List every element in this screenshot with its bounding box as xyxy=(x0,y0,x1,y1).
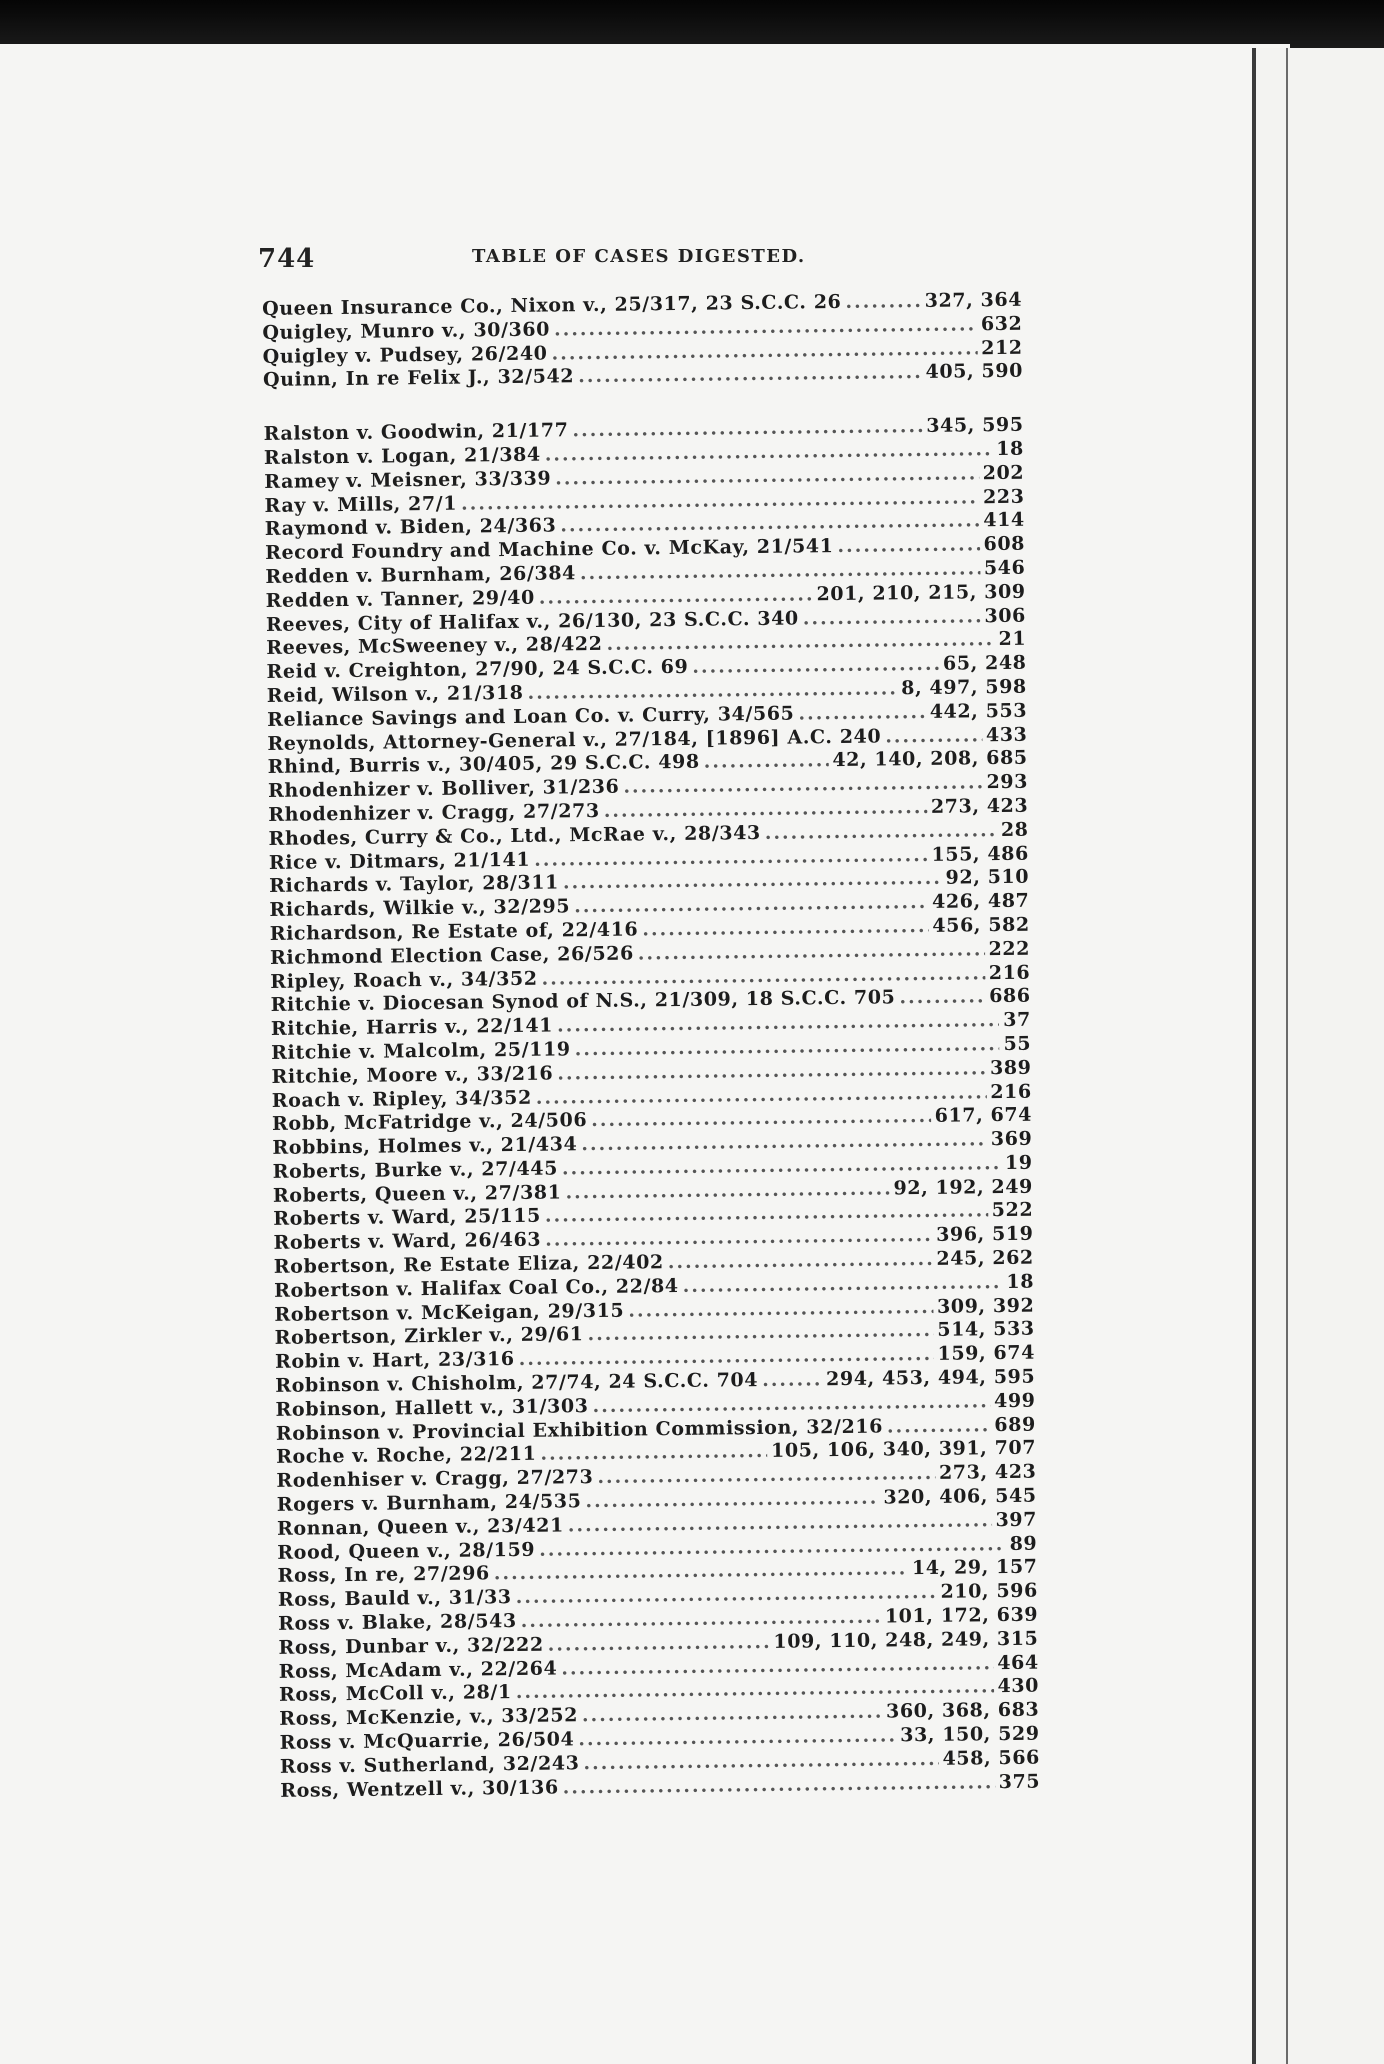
page-references: 18 xyxy=(996,437,1025,461)
case-name: Robertson v. Halifax Coal Co., 22/84 xyxy=(273,1274,679,1302)
case-name: Ritchie, Harris v., 22/141 xyxy=(270,1014,554,1041)
page-references: 222 xyxy=(988,937,1031,960)
dot-leader xyxy=(540,1440,767,1465)
dot-leader xyxy=(581,1128,987,1155)
page-references: 426, 487 xyxy=(931,889,1030,913)
case-name: Roberts, Queen v., 27/381 xyxy=(272,1181,562,1207)
case-name: Robbins, Holmes v., 21/434 xyxy=(272,1133,578,1160)
case-name: Rhodes, Curry & Co., Ltd., McRae v., 28/343 xyxy=(268,821,761,850)
case-name: Robinson v. Provincial Exhibition Commission, 32/216 xyxy=(275,1415,884,1445)
dot-leader xyxy=(580,557,980,584)
page-references: 608 xyxy=(983,532,1026,556)
page-references: 689 xyxy=(994,1413,1036,1436)
page-references: 18 xyxy=(1006,1270,1035,1293)
case-name: Ross, McKenzie, v., 33/252 xyxy=(279,1704,579,1731)
page-references: 21 xyxy=(998,628,1027,651)
page-references: 89 xyxy=(1009,1532,1038,1555)
case-name: Ross v. Sutherland, 32/243 xyxy=(279,1752,580,1778)
dot-leader xyxy=(587,1319,933,1345)
case-name: Ross, In re, 27/296 xyxy=(277,1562,490,1588)
case-name: Ritchie v. Diocesan Synod of N.S., 21/309, 18 S.C.C. 705 xyxy=(270,986,896,1017)
page-references: 327, 364 xyxy=(924,288,1023,312)
case-name: Robertson v. McKeigan, 29/315 xyxy=(274,1299,625,1326)
case-name: Roberts v. Ward, 25/115 xyxy=(273,1205,542,1231)
case-name: Ralston v. Goodwin, 21/177 xyxy=(263,419,569,446)
case-name: Ross, Wentzell v., 30/136 xyxy=(280,1776,559,1802)
dot-leader xyxy=(551,337,977,364)
case-name: Queen Insurance Co., Nixon v., 25/317, 23 S.C.C. 26 xyxy=(262,290,842,320)
case-name: Reliance Savings and Loan Co. v. Curry, 34/565 xyxy=(267,702,795,731)
page-references: 522 xyxy=(991,1199,1034,1222)
dot-leader xyxy=(548,1631,770,1656)
page-references: 210, 596 xyxy=(940,1579,1038,1604)
dot-leader xyxy=(592,1390,990,1417)
page-references: 405, 590 xyxy=(925,360,1024,384)
dot-leader xyxy=(557,1009,999,1036)
case-name: Ross v. McQuarrie, 26/504 xyxy=(279,1728,575,1754)
page-references: 514, 533 xyxy=(937,1318,1035,1342)
dot-leader xyxy=(574,891,928,917)
page-references: 92, 510 xyxy=(945,866,1030,890)
page-references: 433 xyxy=(985,723,1028,746)
case-name: Ross, McAdam v., 22/264 xyxy=(278,1657,558,1683)
page-references: 216 xyxy=(988,961,1031,984)
case-name: Ross v. Blake, 28/543 xyxy=(278,1610,517,1635)
page-references: 8, 497, 598 xyxy=(901,675,1027,700)
page-references: 389 xyxy=(989,1056,1032,1079)
case-name: Robb, McFatridge v., 24/506 xyxy=(271,1109,588,1136)
dot-leader xyxy=(545,1200,988,1227)
case-name: Ritchie v. Malcolm, 25/119 xyxy=(271,1038,571,1064)
dot-leader xyxy=(516,1581,937,1608)
case-name: Ray v. Mills, 27/1 xyxy=(264,492,458,517)
page-header xyxy=(258,244,1018,284)
dot-leader xyxy=(561,1652,993,1679)
page-references: 430 xyxy=(997,1675,1040,1698)
dot-leader xyxy=(555,462,979,489)
case-name: Richards, Wilkie v., 32/295 xyxy=(269,895,571,922)
case-name: Robinson v. Chisholm, 27/74, 24 S.C.C. 704 xyxy=(275,1369,759,1397)
page-references: 92, 192, 249 xyxy=(893,1175,1034,1200)
page-references: 105, 106, 340, 391, 707 xyxy=(770,1437,1037,1463)
case-name: Robin v. Hart, 23/316 xyxy=(274,1348,515,1374)
page-references: 28 xyxy=(1000,818,1029,841)
case-name: Roach v. Ripley, 34/352 xyxy=(271,1086,532,1112)
dot-leader xyxy=(557,1057,986,1084)
page-references: 55 xyxy=(1003,1032,1032,1055)
page-references: 212 xyxy=(981,336,1023,359)
case-name: Quinn, In re Felix J., 32/542 xyxy=(262,365,575,392)
case-name: Ronnan, Queen v., 23/421 xyxy=(276,1514,564,1540)
dot-leader xyxy=(563,1771,995,1798)
dot-leader xyxy=(539,583,813,608)
case-name: Rogers v. Burnham, 24/535 xyxy=(276,1490,582,1516)
dot-leader xyxy=(545,438,993,465)
case-name: Richmond Election Case, 26/526 xyxy=(269,942,634,969)
dot-leader xyxy=(845,290,921,313)
dot-leader xyxy=(565,1177,889,1203)
running-title: TABLE OF CASES DIGESTED. xyxy=(472,246,806,267)
dot-leader xyxy=(536,1081,987,1109)
dot-leader xyxy=(494,1558,908,1585)
case-name: Reid, Wilson v., 21/318 xyxy=(266,681,524,707)
dot-leader xyxy=(887,1414,991,1437)
case-name: Rhodenhizer v. Bolliver, 31/236 xyxy=(267,775,620,803)
dot-leader xyxy=(885,724,982,747)
dot-leader xyxy=(534,843,928,870)
dot-leader xyxy=(704,749,829,773)
case-name: Ross, Dunbar v., 32/222 xyxy=(278,1633,544,1659)
case-name: Ralston v. Logan, 21/384 xyxy=(263,443,541,469)
dot-leader xyxy=(554,313,977,340)
page-references: 273, 423 xyxy=(930,794,1029,818)
page-references: 216 xyxy=(990,1080,1032,1103)
page-references: 456, 582 xyxy=(932,913,1030,937)
dot-leader xyxy=(837,533,979,557)
page-references: 223 xyxy=(982,485,1025,508)
page-references: 19 xyxy=(1004,1151,1033,1174)
case-name: Redden v. Tanner, 29/40 xyxy=(265,586,535,612)
case-name: Richards v. Taylor, 28/311 xyxy=(269,871,560,898)
dot-leader xyxy=(638,938,985,964)
dot-leader xyxy=(582,1701,882,1727)
page-references: 65, 248 xyxy=(942,651,1027,675)
dot-leader xyxy=(527,677,897,704)
dot-leader xyxy=(798,701,926,725)
dot-leader xyxy=(516,1676,994,1704)
facing-page-margin xyxy=(1256,48,1384,2064)
case-name: Robertson, Re Estate Eliza, 22/402 xyxy=(273,1251,664,1279)
case-name: Ripley, Roach v., 34/352 xyxy=(270,967,538,993)
dot-leader xyxy=(560,510,979,537)
page-references: 499 xyxy=(993,1389,1036,1412)
case-name: Reeves, City of Halifax v., 26/130, 23 S.C.C. 340 xyxy=(265,607,799,636)
case-name: Raymond v. Biden, 24/363 xyxy=(264,514,557,541)
case-index-list xyxy=(262,289,1040,1804)
page-references: 369 xyxy=(990,1127,1033,1151)
dot-leader xyxy=(568,1509,992,1536)
dot-leader xyxy=(606,628,994,655)
page-references: 245, 262 xyxy=(936,1246,1034,1270)
page-references: 360, 368, 683 xyxy=(885,1698,1040,1723)
page-references: 632 xyxy=(980,312,1023,336)
case-name: Quigley v. Pudsey, 26/240 xyxy=(262,342,548,368)
dot-leader xyxy=(604,796,927,822)
case-name: Roberts, Burke v., 27/445 xyxy=(272,1157,559,1183)
page-references: 306 xyxy=(984,604,1027,627)
page-references: 101, 172, 639 xyxy=(884,1603,1039,1628)
dot-leader xyxy=(521,1606,881,1632)
case-name: Rodenhiser v. Cragg, 27/273 xyxy=(276,1466,594,1493)
page-references: 293 xyxy=(986,770,1029,794)
page-references: 37 xyxy=(1003,1008,1032,1032)
case-name: Quigley, Munro v., 30/360 xyxy=(262,318,551,344)
page-references: 159, 674 xyxy=(937,1341,1036,1366)
case-name: Ross, Bauld v., 31/33 xyxy=(277,1586,512,1612)
dot-leader xyxy=(562,1152,1001,1179)
dot-leader xyxy=(572,415,922,441)
dot-leader xyxy=(628,1296,933,1322)
dot-leader xyxy=(539,1533,1006,1561)
case-name: Rood, Queen v., 28/159 xyxy=(277,1538,536,1564)
page-references: 109, 110, 248, 249, 315 xyxy=(773,1627,1039,1653)
page-number: 744 xyxy=(258,244,316,274)
dot-leader xyxy=(545,1224,932,1251)
case-name: Ritchie, Moore v., 33/216 xyxy=(271,1062,554,1088)
dot-leader xyxy=(578,361,922,387)
dot-leader xyxy=(899,986,985,1009)
page-references: 42, 140, 208, 685 xyxy=(832,747,1028,772)
case-name: Roberts v. Ward, 26/463 xyxy=(273,1228,542,1255)
case-name: Ross, McColl v., 28/1 xyxy=(278,1681,512,1707)
case-name: Reid v. Creighton, 27/90, 24 S.C.C. 69 xyxy=(266,655,689,684)
dot-leader xyxy=(597,1462,935,1488)
dot-leader xyxy=(683,1271,1003,1297)
case-name: Ramey v. Meisner, 33/339 xyxy=(264,467,552,493)
page-references: 546 xyxy=(983,556,1026,580)
dot-leader xyxy=(765,819,997,844)
page-references: 294, 453, 494, 595 xyxy=(825,1365,1036,1391)
dot-leader xyxy=(519,1343,934,1370)
page-references: 396, 519 xyxy=(936,1222,1034,1247)
page-references: 14, 29, 157 xyxy=(911,1556,1038,1580)
dot-leader xyxy=(668,1248,933,1273)
page-references: 414 xyxy=(983,509,1025,532)
page-references: 397 xyxy=(995,1508,1038,1531)
page-references: 320, 406, 545 xyxy=(883,1484,1037,1509)
case-name: Reeves, McSweeney v., 28/422 xyxy=(266,633,603,660)
page-references: 375 xyxy=(998,1770,1041,1793)
dot-leader xyxy=(583,1748,938,1774)
case-name: Rhind, Burris v., 30/405, 29 S.C.C. 498 xyxy=(267,751,700,779)
dot-leader xyxy=(762,1368,822,1391)
case-name: Record Foundry and Machine Co. v. McKay, 21/541 xyxy=(264,535,834,565)
case-name: Roche v. Roche, 22/211 xyxy=(276,1443,537,1469)
case-name: Reynolds, Attorney-General v., 27/184, [1896] A.C. 240 xyxy=(267,725,882,755)
page-references: 345, 595 xyxy=(926,413,1024,438)
dot-leader xyxy=(591,1105,931,1131)
page-references: 202 xyxy=(982,461,1025,484)
page-references: 458, 566 xyxy=(942,1746,1041,1770)
facing-page-edge-line xyxy=(1286,48,1288,2064)
case-name: Richardson, Re Estate of, 22/416 xyxy=(269,918,639,945)
page-references: 442, 553 xyxy=(929,699,1028,723)
case-name: Robertson, Zirkler v., 29/61 xyxy=(274,1323,584,1350)
case-name: Rhodenhizer v. Cragg, 27/273 xyxy=(268,799,600,826)
dot-leader xyxy=(642,915,928,940)
dot-leader xyxy=(563,867,942,894)
case-name: Redden v. Burnham, 26/384 xyxy=(265,562,577,588)
dot-leader xyxy=(623,771,982,797)
dot-leader xyxy=(575,1033,1000,1060)
dot-leader xyxy=(585,1487,879,1513)
page-references: 33, 150, 529 xyxy=(900,1722,1040,1747)
case-name: Rice v. Ditmars, 21/141 xyxy=(268,848,531,874)
page-references: 273, 423 xyxy=(938,1460,1037,1485)
page-references: 201, 210, 215, 309 xyxy=(816,580,1026,606)
dot-leader xyxy=(803,605,981,629)
dot-leader xyxy=(692,653,939,678)
case-name: Robinson, Hallett v., 31/303 xyxy=(275,1394,589,1421)
page-references: 309, 392 xyxy=(936,1294,1035,1318)
page-references: 155, 486 xyxy=(931,842,1029,866)
dot-leader xyxy=(578,1724,896,1750)
page-references: 464 xyxy=(997,1651,1039,1674)
dot-leader xyxy=(541,962,985,989)
page-references: 617, 674 xyxy=(934,1103,1033,1128)
page-references: 686 xyxy=(988,984,1031,1008)
